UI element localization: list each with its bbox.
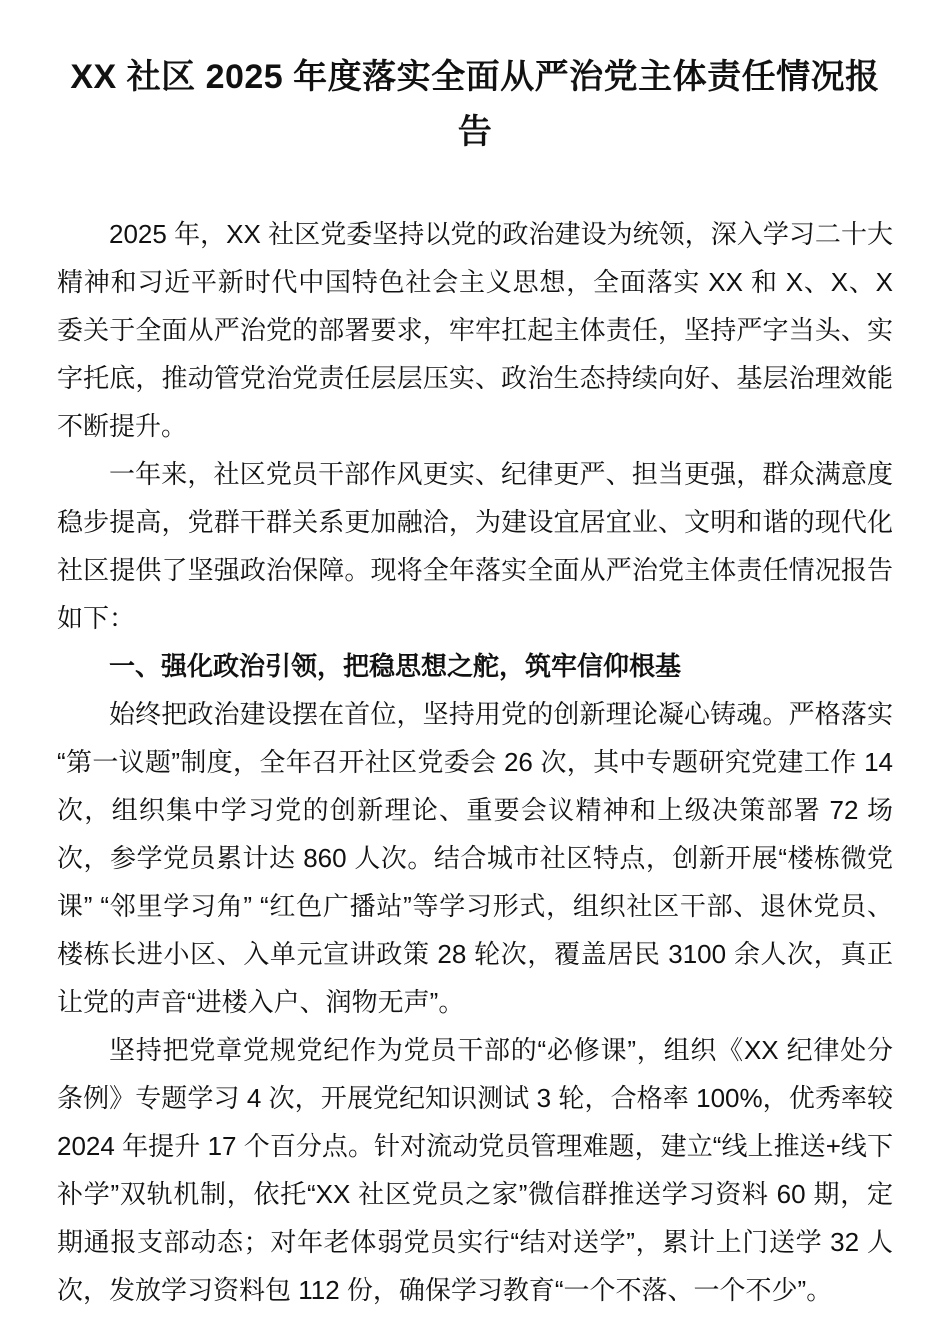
section-heading-1: 一、强化政治引领，把稳思想之舵，筑牢信仰根基 [109, 651, 682, 682]
paragraph-summary: 一年来，社区党员干部作风更实、纪律更严、担当更强，群众满意度稳步提高，党群干群关系更加融洽，为建设宜居宜业、文明和谐的现代化社区提供了坚强政治保障。现将全年落实全面从严治党主体责任情况报告如下： [57, 459, 893, 634]
paragraph-discipline-learning: 坚持把党章党规党纪作为党员干部的“必修课”，组织《XX 纪律处分条例》专题学习 4 次，开展党纪知识测试 3 轮，合格率 100%，优秀率较 2024 年提升 17 个百分点。针对流动党员管理难题，建立“线上推送+线下补学”双轨机制，依托“XX 社区党员之家”微信群推送学习资料 60 期，定期通报支部动态；对年老体弱党员实行“结对送学”，累计上门送学 32 人次，发放学习资料包 112 份，确保学习教育“一个不落、一个不少”。 [57, 1035, 893, 1306]
document-title: XX 社区 2025 年度落实全面从严治党主体责任情况报告 [70, 58, 880, 152]
paragraph-political-building: 始终把政治建设摆在首位，坚持用党的创新理论凝心铸魂。严格落实“第一议题”制度，全年召开社区党委会 26 次，其中专题研究党建工作 14 次，组织集中学习党的创新理论、重要会议精神和上级决策部署 72 场次，参学党员累计达 860 人次。结合城市社区特点，创新开展“楼栋微党课” “邻里学习角” “红色广播站”等学习形式，组织社区干部、退休党员、楼栋长进小区、入单元宣讲政策 28 轮次，覆盖居民 3100 余人次，真正让党的声音“进楼入户、润物无声”。 [57, 699, 893, 1018]
paragraph-intro: 2025 年，XX 社区党委坚持以党的政治建设为统领，深入学习二十大精神和习近平新时代中国特色社会主义思想，全面落实 XX 和 X、X、X 委关于全面从严治党的部署要求，牢牢扛起主体责任，坚持严字当头、实字托底，推动管党治党责任层层压实、政治生态持续向好、基层治理效能不断提升。 [57, 219, 893, 442]
document-body [57, 210, 893, 1314]
